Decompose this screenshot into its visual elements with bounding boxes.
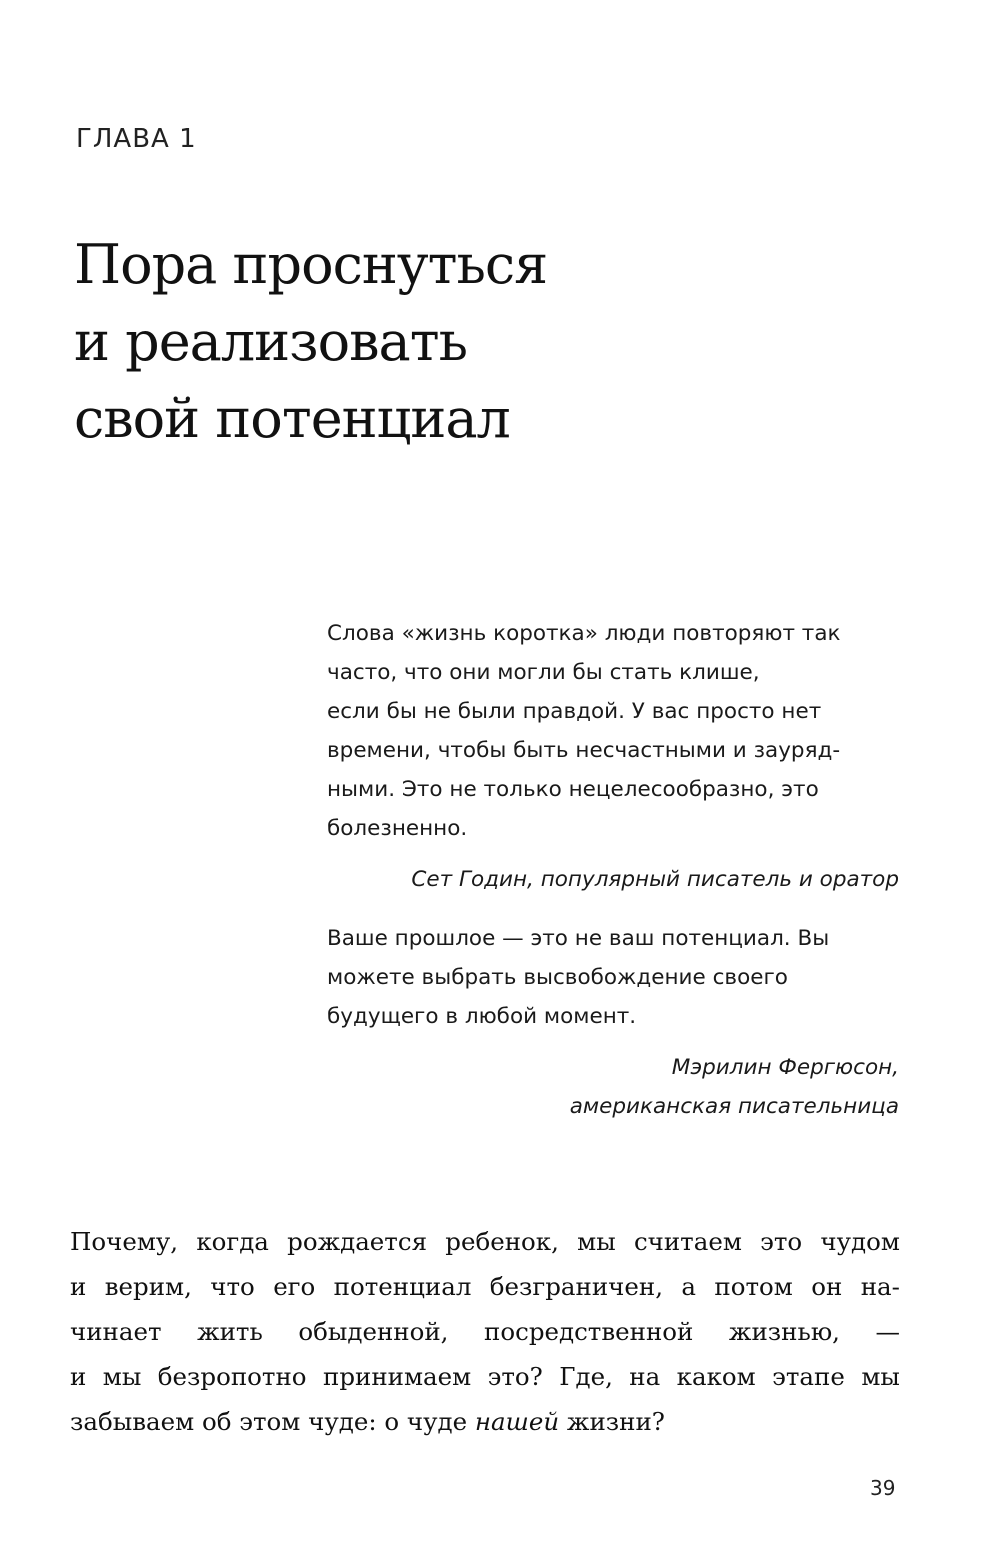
body-line: чинает жить обыденной, посредственной жизнью, — bbox=[70, 1317, 900, 1346]
body-text-run: жизни? bbox=[559, 1407, 665, 1436]
epigraph-quote-line: Ваше прошлое — это не ваш потенциал. Вы bbox=[327, 926, 830, 951]
epigraph-quote bbox=[327, 919, 899, 1036]
body-line: и верим, что его потенциал безграничен, а потом он на- bbox=[70, 1272, 900, 1301]
epigraph-godin bbox=[327, 614, 899, 899]
epigraph-attribution-line: Сет Годин, популярный писатель и оратор bbox=[411, 867, 899, 892]
chapter-title-line: и реализовать bbox=[74, 310, 468, 373]
epigraph-attribution bbox=[327, 1048, 899, 1126]
epigraph-quote-line: ными. Это не только нецелесообразно, это bbox=[327, 777, 819, 802]
epigraph-quote-line: будущего в любой момент. bbox=[327, 1004, 637, 1029]
body-line: Почему, когда рождается ребенок, мы считаем это чудом bbox=[70, 1227, 900, 1256]
epigraphs bbox=[327, 614, 899, 1126]
epigraph-quote-line: времени, чтобы быть несчастными и зауряд- bbox=[327, 738, 841, 763]
body-paragraph bbox=[70, 1219, 900, 1444]
epigraph-attribution-line: американская писательница bbox=[569, 1094, 899, 1119]
body-line bbox=[70, 1399, 900, 1444]
epigraph-quote-line: если бы не были правдой. У вас просто нет bbox=[327, 699, 822, 724]
body-emphasis: нашей bbox=[474, 1407, 560, 1436]
epigraph-attribution bbox=[327, 860, 899, 899]
body-line: и мы безропотно принимаем это? Где, на каком этапе мы bbox=[70, 1362, 900, 1391]
epigraph-quote bbox=[327, 614, 899, 848]
page-number: 39 bbox=[870, 1476, 896, 1500]
chapter-title bbox=[74, 226, 547, 457]
epigraph-attribution-line: Мэрилин Фергюсон, bbox=[671, 1055, 899, 1080]
epigraph-quote-line: Слова «жизнь коротка» люди повторяют так bbox=[327, 621, 841, 646]
body-text-run: забываем об этом чуде: о чуде bbox=[70, 1407, 475, 1436]
chapter-label: ГЛАВА 1 bbox=[76, 124, 197, 154]
chapter-title-line: свой потенциал bbox=[74, 387, 510, 450]
epigraph-quote-line: болезненно. bbox=[327, 816, 468, 841]
epigraph-quote-line: часто, что они могли бы стать клише, bbox=[327, 660, 760, 685]
epigraph-ferguson bbox=[327, 919, 899, 1126]
epigraph-quote-line: можете выбрать высвобождение своего bbox=[327, 965, 788, 990]
chapter-title-line: Пора проснуться bbox=[74, 233, 548, 296]
